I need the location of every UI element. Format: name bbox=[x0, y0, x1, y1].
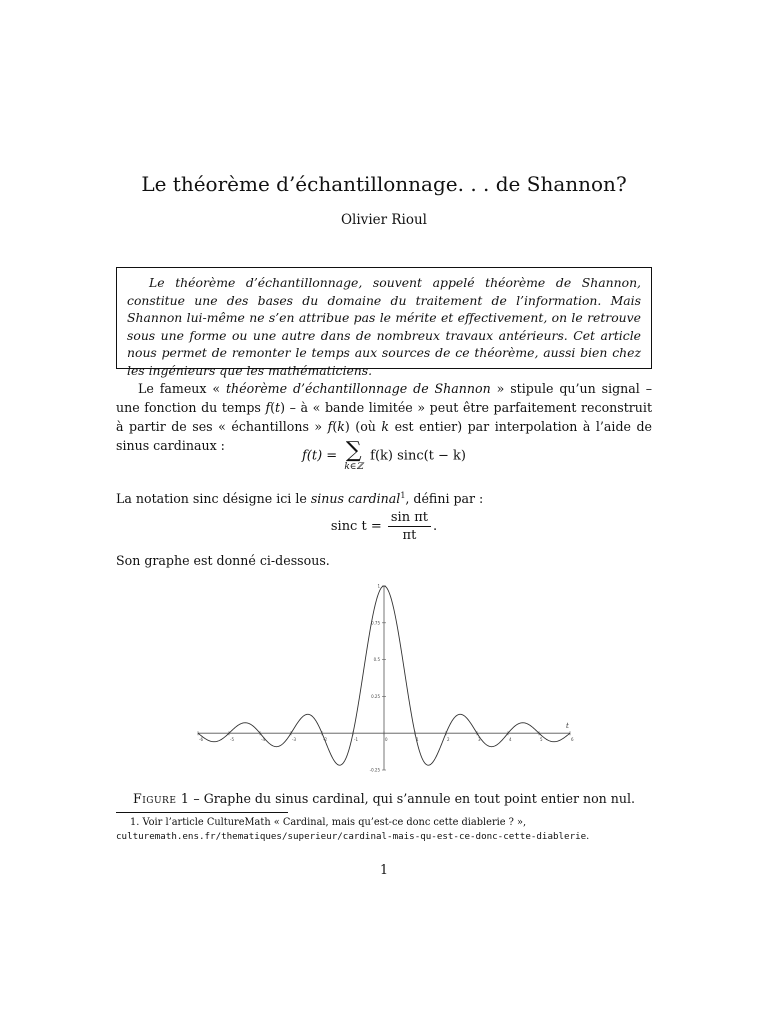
interpolation-formula: f(t) = ∑ k∈ℤ f(k) sinc(t − k) bbox=[301, 438, 467, 472]
sinc-chart-svg bbox=[192, 578, 576, 778]
graph-intro-text: Son graphe est donné ci-dessous. bbox=[116, 553, 330, 568]
x-tick-label: 6 bbox=[571, 737, 574, 743]
paper-title: Le théorème d’échantillonnage. . . de Shannon? bbox=[141, 172, 627, 196]
abstract-box: Le théorème d’échantillonnage, souvent appelé théorème de Shannon, constitue une des bases du domaine du traitement de l’information. Mais Shannon lui-même ne s’en attribue pas le mérite et effectivement, on le retrouve sous une forme ou une autre dans de nombreux travaux antérieurs. Cet article nous permet de remonter le temps aux sources de ce théorème, aussi bien chez les ingénieurs que les mathématiciens. bbox=[116, 267, 652, 369]
summation-symbol: ∑ k∈ℤ bbox=[344, 438, 364, 472]
page-number: 1 bbox=[379, 862, 388, 877]
footnote-url[interactable]: culturemath.ens.fr/thematiques/superieur/cardinal-mais-qu-est-ce-donc-cette-diablerie bbox=[116, 831, 587, 842]
sinc-definition-text: La notation sinc désigne ici le sinus cardinal$^1$, défini par : bbox=[116, 491, 484, 507]
intro-paragraph: Le fameux « théorème d’échantillonnage de Shannon » stipule qu’un signal – une fonction du temps f(t) – à « bande limitée » peut être parfaitement reconstruit à partir de ses « échantillons » f(k) (où k est entier) par interpolation à l’aide de sinus cardinaux : bbox=[116, 381, 652, 453]
x-tick-label: -4 bbox=[261, 737, 265, 743]
y-tick-label: 0.75 bbox=[371, 620, 380, 626]
sinc-fraction: $\frac{\text{sin πt}}{\pi t}$ bbox=[388, 510, 431, 543]
x-tick-label: 2 bbox=[447, 737, 450, 743]
figure-label: Figure 1 bbox=[132, 791, 190, 806]
footnote: 1. Voir l’article CultureMath « Cardinal, mais qu’est-ce donc cette diablerie ? », culturemath.ens.fr/thematiques/superieur/cardinal-mais-qu-est-ce-donc-cette-diablerie. bbox=[116, 816, 676, 844]
x-tick-label: -6 bbox=[199, 737, 203, 743]
x-tick-label: 1 bbox=[416, 737, 419, 743]
x-axis-label: t bbox=[566, 722, 569, 731]
footnote-text: 1. Voir l’article CultureMath « Cardinal, mais qu’est-ce donc cette diablerie ? », bbox=[130, 817, 527, 828]
x-tick-label: -5 bbox=[230, 737, 234, 743]
footnote-rule bbox=[116, 812, 288, 813]
x-tick-label: 4 bbox=[509, 737, 512, 743]
x-tick-label: -2 bbox=[323, 737, 327, 743]
footnote-ref[interactable]: 1 bbox=[400, 491, 406, 500]
sinc-formula: sinc t = $\frac{\text{sin πt}}{\pi t}$ . bbox=[330, 510, 438, 543]
figure-caption: Figure 1 – Graphe du sinus cardinal, qui s’annule en tout point entier non nul. bbox=[132, 791, 636, 806]
x-tick-label: -3 bbox=[292, 737, 296, 743]
y-tick-label: 0.5 bbox=[373, 657, 380, 663]
author-name: Olivier Rioul bbox=[340, 212, 427, 228]
x-tick-label: 3 bbox=[478, 737, 481, 743]
x-tick-label: -1 bbox=[354, 737, 358, 743]
sinc-chart bbox=[192, 578, 576, 778]
y-tick-label: -0.25 bbox=[369, 767, 380, 773]
x-tick-label: 0 bbox=[385, 737, 388, 743]
theorem-name: théorème d’échantillonnage de Shannon bbox=[226, 381, 491, 396]
x-tick-label: 5 bbox=[540, 737, 543, 743]
y-tick-label: 0.25 bbox=[371, 693, 380, 699]
y-tick-label: 1 bbox=[377, 583, 380, 589]
